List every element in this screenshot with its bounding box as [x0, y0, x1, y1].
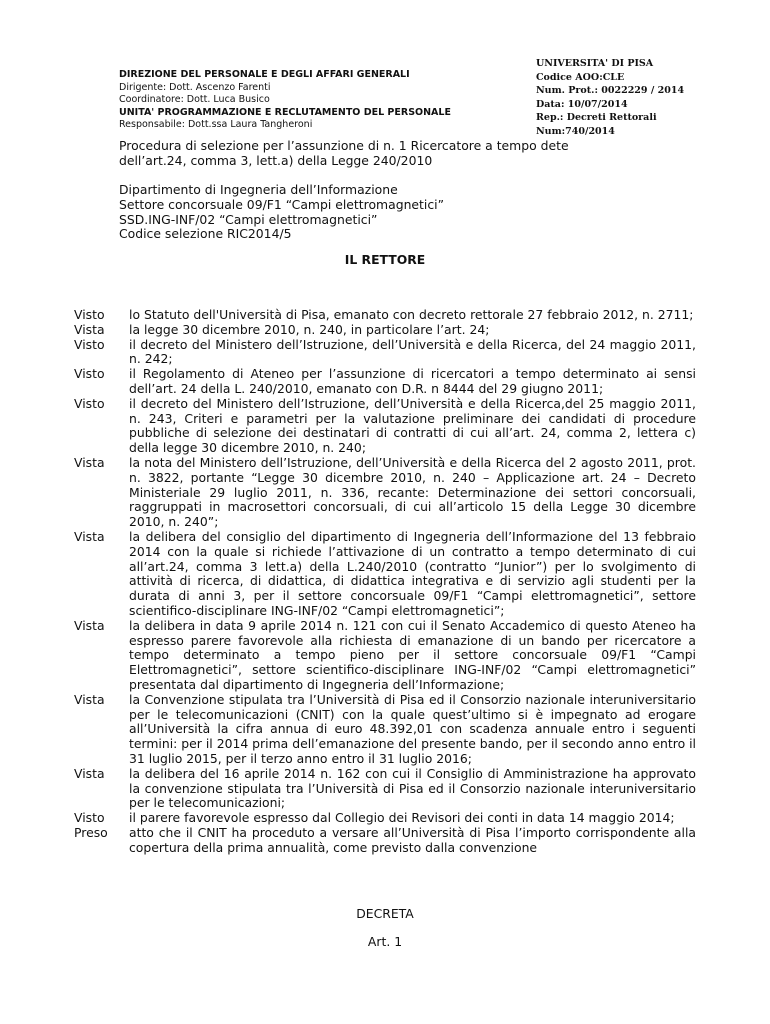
recital-item: [0, 456, 770, 530]
recital-item: [0, 693, 770, 767]
protocol-num: Num:740/2014: [536, 125, 615, 137]
recital-text: la legge 30 dicembre 2010, n. 240, in particolare l’art. 24;: [129, 321, 490, 337]
subject-block: [119, 139, 679, 169]
recital-item: [0, 397, 770, 456]
recital-text: atto che il CNIT ha proceduto a versare all’Università di Pisa l’importo corrispondente alla copertura della prima annualità, come previsto dalla convenzione: [129, 824, 696, 855]
recital-label: Visto: [74, 307, 105, 322]
article-heading: Art. 1: [367, 934, 403, 949]
protocol-university: UNIVERSITA' DI PISA: [536, 58, 654, 69]
header-unit: UNITA' PROGRAMMAZIONE E RECLUTAMENTO DEL PERSONALE: [119, 106, 451, 118]
recital-item: [0, 619, 770, 693]
recital-item: [0, 811, 770, 826]
recital-item: [0, 308, 770, 323]
header-responsible: Responsabile: Dott.ssa Laura Tangheroni: [119, 119, 313, 131]
recitals-list: [0, 308, 770, 855]
subject-line-2: dell’art.24, comma 3, lett.a) della Legge 240/2010: [119, 152, 433, 168]
department-ssd: SSD.ING-INF/02 “Campi elettromagnetici”: [119, 211, 378, 227]
recital-text: la Convenzione stipulata tra l’Università di Pisa ed il Consorzio nazionale interuniversitario per le telecomunicazioni (CNIT) con la quale quest’ultimo si è impegnato ad erogare all’Università la cifra annua di euro 48.392,01 con scadenza annuale entro i seguenti termini: per il 2014 prima dell’emanazione del presente bando, per il secondo anno entro il 31 luglio 2015, per il terzo anno entro il 31 luglio 2016;: [129, 691, 696, 766]
recital-text: il Regolamento di Ateneo per l’assunzione di ricercatori a tempo determinato ai sensi dell’art. 24 della L. 240/2010, emanato con D.R. n 8444 del 29 giugno 2011;: [129, 366, 696, 396]
header-coordinator: Coordinatore: Dott. Luca Busico: [119, 94, 270, 106]
recital-text: la nota del Ministero dell’Istruzione, dell’Università e della Ricerca del 2 agosto 2011, prot. n. 3822, portante “Legge 30 dicembre 2010, n. 240 – Applicazione art. 24 – Decreto Ministeriale 29 luglio 2011, n. 336, recante: Determinazione dei settori concorsuali, raggruppati in macrosettori concorsuali, di cui all’articolo 15 della Legge 30 dicembre 2010, n. 240”;: [129, 454, 696, 530]
recital-label: Vista: [74, 454, 105, 470]
header-director: Dirigente: Dott. Ascenzo Farenti: [119, 81, 271, 93]
recital-label: Vista: [74, 528, 105, 544]
protocol-date: Data: 10/07/2014: [536, 98, 628, 110]
recital-text: la delibera del 16 aprile 2014 n. 162 con cui il Consiglio di Amministrazione ha approvato la convenzione stipulata tra l’Università di Pisa ed il Consorzio nazionale interuniversitario per le telecomunicazioni;: [129, 765, 696, 811]
department-block: [119, 183, 679, 242]
recital-text: il decreto del Ministero dell’Istruzione, dell’Università e della Ricerca,del 25 maggio 2011, n. 243, Criteri e parametri per la valutazione preliminare dei candidati di procedure pubbliche di selezione dei destinatari di contratti di cui all’art. 24, comma 2, lettera c) della legge 30 dicembre 2010, n. 240;: [129, 395, 696, 456]
office-header: [119, 69, 539, 132]
recital-label: Vista: [74, 321, 105, 337]
protocol-stamp: [536, 57, 756, 139]
document-title: IL RETTORE: [344, 252, 426, 267]
department-sector: Settore concorsuale 09/F1 “Campi elettromagnetici”: [119, 196, 445, 212]
recital-label: Vista: [74, 617, 105, 633]
recital-item: [0, 767, 770, 811]
recital-text: il decreto del Ministero dell’Istruzione, dell’Università e della Ricerca, del 24 maggio 2011, n. 242;: [129, 336, 696, 367]
department-name: Dipartimento di Ingegneria dell’Informazione: [119, 182, 398, 197]
recital-label: Visto: [74, 336, 105, 352]
recital-label: Vista: [74, 691, 105, 707]
recital-label: Preso: [74, 824, 108, 840]
recital-item: [0, 338, 770, 368]
department-code: Codice selezione RIC2014/5: [119, 226, 292, 242]
recital-label: Visto: [74, 810, 105, 826]
recital-text: il parere favorevole espresso dal Collegio dei Revisori dei conti in data 14 maggio 2014;: [129, 810, 675, 826]
recital-item: [0, 323, 770, 338]
recital-text: la delibera in data 9 aprile 2014 n. 121 con cui il Senato Accademico di questo Ateneo ha espresso parere favorevole alla richiesta di emanazione di un bando per ricercatore a tempo determinato a tempo pieno per il settore concorsuale 09/F1 “Campi Elettromagnetici”, settore scientifico-disciplinare ING-INF/02 “Campi elettromagnetici” presentata dal dipartimento di Ingegneria dell’Informazione;: [129, 617, 696, 692]
recital-item: [0, 367, 770, 397]
decreta-heading: DECRETA: [356, 906, 414, 921]
recital-item: [0, 826, 770, 856]
subject-line-1: Procedura di selezione per l’assunzione di n. 1 Ricercatore a tempo dete: [119, 138, 569, 153]
protocol-repertory: Rep.: Decreti Rettorali: [536, 112, 657, 124]
protocol-number: Num. Prot.: 0022229 / 2014: [536, 85, 685, 97]
header-direction: DIREZIONE DEL PERSONALE E DEGLI AFFARI GENERALI: [119, 69, 410, 80]
recital-label: Vista: [74, 765, 105, 781]
recital-item: [0, 530, 770, 619]
protocol-code: Codice AOO:CLE: [536, 71, 625, 83]
recital-text: lo Statuto dell'Università di Pisa, emanato con decreto rettorale 27 febbraio 2012, n. 2711;: [129, 307, 694, 322]
recital-text: la delibera del consiglio del dipartimento di Ingegneria dell’Informazione del 13 febbraio 2014 con la quale si richiede l’attivazione di un contratto a tempo determinato di cui all’art.24, comma 3 lett.a) della L.240/2010 (contratto “Junior”) per lo svolgimento di attività di ricerca, di didattica, di didattica integrativa e di servizio agli studenti per la durata di anni 3, per il settore concorsuale 09/F1 “Campi elettromagnetici”, settore scientifico-disciplinare ING-INF/02 “Campi elettromagnetici”;: [129, 528, 696, 618]
recital-label: Visto: [74, 395, 105, 411]
recital-label: Visto: [74, 366, 105, 382]
